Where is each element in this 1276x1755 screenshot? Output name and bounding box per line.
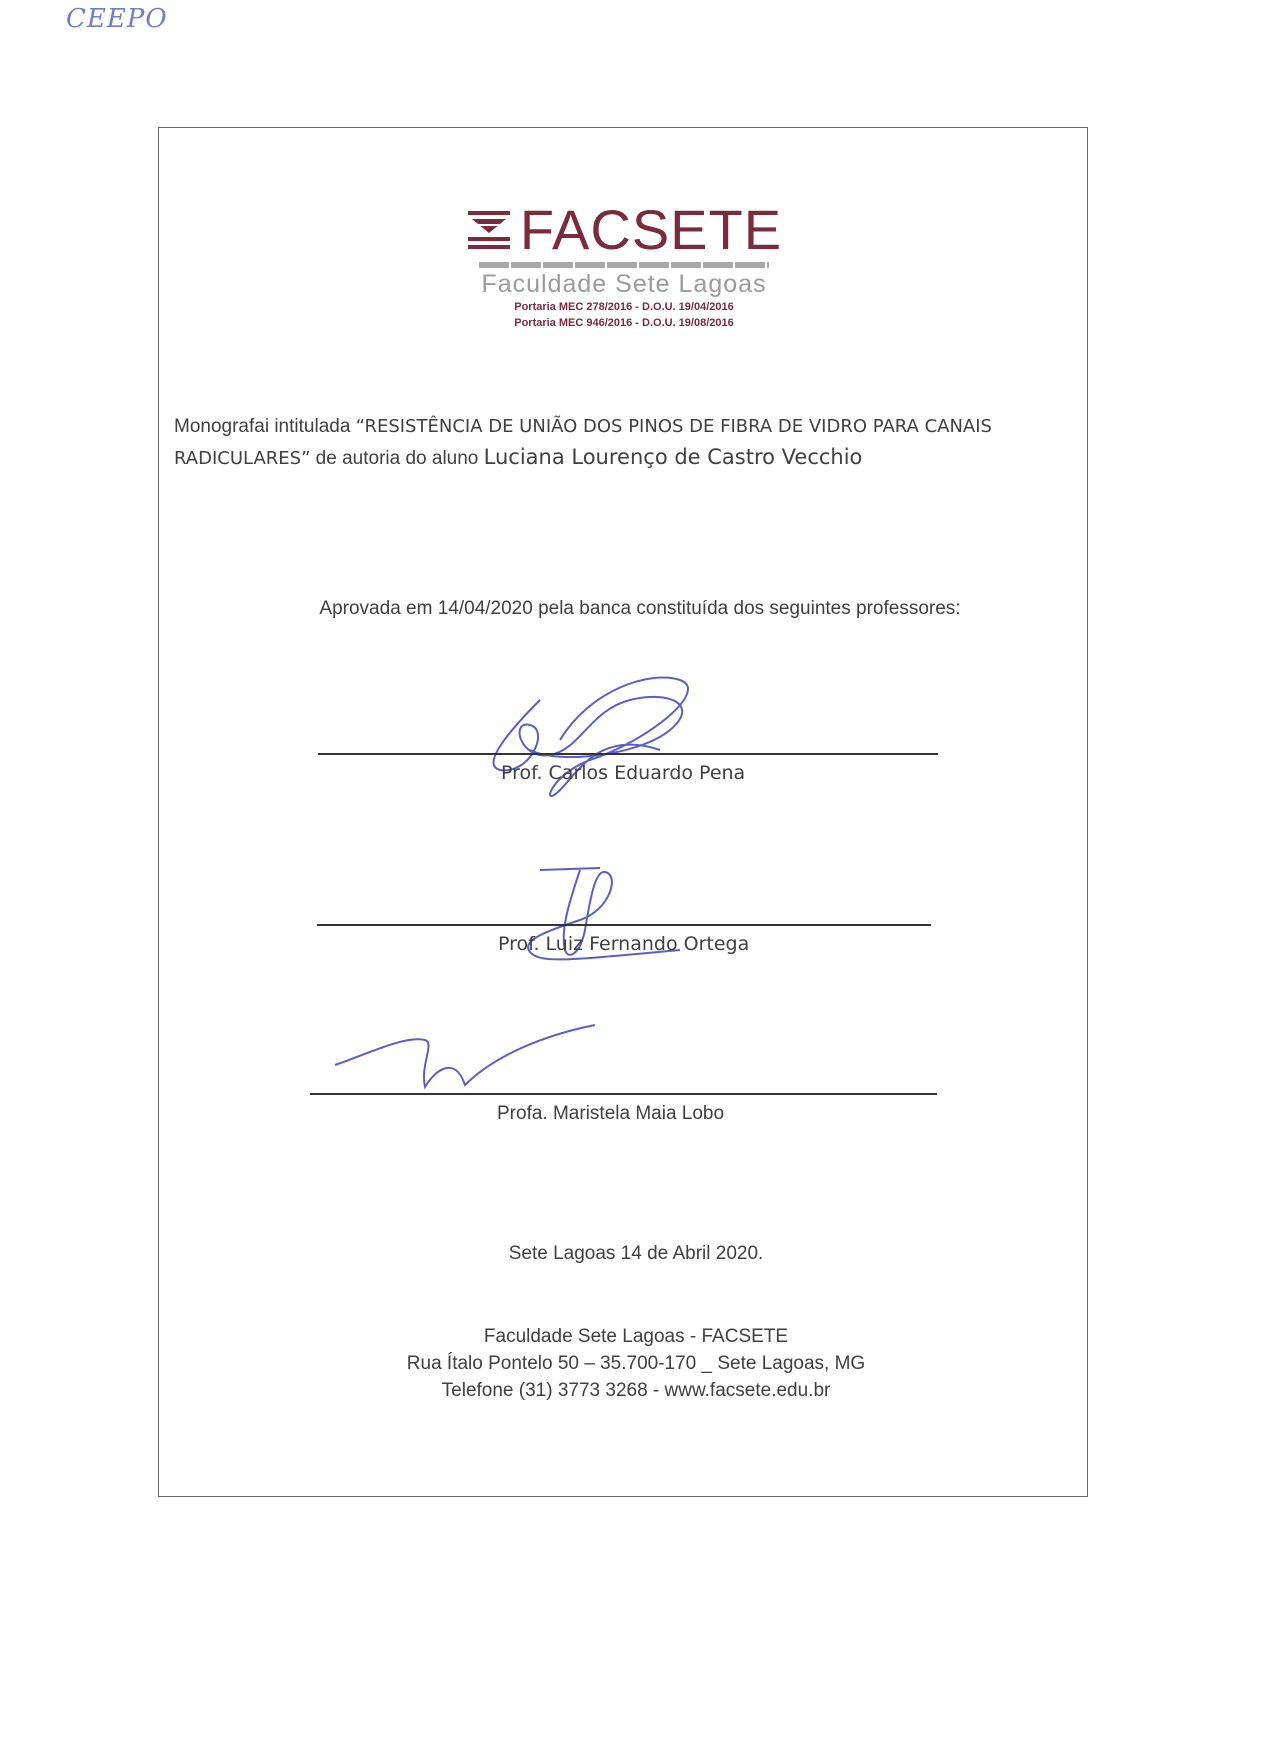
signature-2-name: Prof. Luiz Fernando Ortega bbox=[498, 933, 750, 955]
author-name: Luciana Lourenço de Castro Vecchio bbox=[483, 445, 863, 469]
facsete-logo bbox=[464, 190, 784, 360]
logo-brand: FACSETE bbox=[519, 198, 783, 261]
signature-1-line bbox=[318, 753, 938, 755]
signature-1-ink bbox=[470, 670, 720, 810]
logo-portaria-1: Portaria MEC 278/2016 - D.O.U. 19/04/2016 bbox=[514, 301, 734, 313]
author-prefix: de autoria do aluno bbox=[315, 448, 479, 469]
signature-3-ink bbox=[325, 1015, 605, 1095]
signature-1-name: Prof. Carlos Eduardo Pena bbox=[501, 762, 746, 784]
logo-subtitle: Faculdade Sete Lagoas bbox=[481, 270, 767, 298]
footer-institution: Faculdade Sete Lagoas - FACSETE bbox=[483, 1326, 789, 1347]
monograph-title: “RESISTÊNCIA DE UNIÃO DOS PINOS DE FIBRA DE VIDRO PARA CANAIS RADICULARES” bbox=[174, 416, 992, 469]
footer-contact: Telefone (31) 3773 3268 - www.facsete.edu.br bbox=[441, 1380, 831, 1401]
logo-portaria-2: Portaria MEC 946/2016 - D.O.U. 19/08/2016 bbox=[514, 317, 734, 329]
footer-address: Rua Ítalo Pontelo 50 – 35.700-170 _ Sete Lagoas, MG bbox=[406, 1353, 866, 1374]
signature-2-line bbox=[317, 924, 931, 926]
logo-divider bbox=[479, 262, 769, 268]
monograph-prefix: Monografai intitulada bbox=[174, 416, 351, 437]
place-date: Sete Lagoas 14 de Abril 2020. bbox=[508, 1243, 764, 1264]
signature-3-line bbox=[310, 1093, 937, 1095]
facsete-emblem-icon bbox=[466, 207, 512, 253]
handwritten-note: CEEPO bbox=[66, 4, 168, 34]
signature-3-name: Profa. Maristela Maia Lobo bbox=[497, 1103, 725, 1124]
approval-statement: Aprovada em 14/04/2020 pela banca constituída dos seguintes professores: bbox=[319, 598, 961, 619]
monograph-statement bbox=[174, 412, 1074, 474]
